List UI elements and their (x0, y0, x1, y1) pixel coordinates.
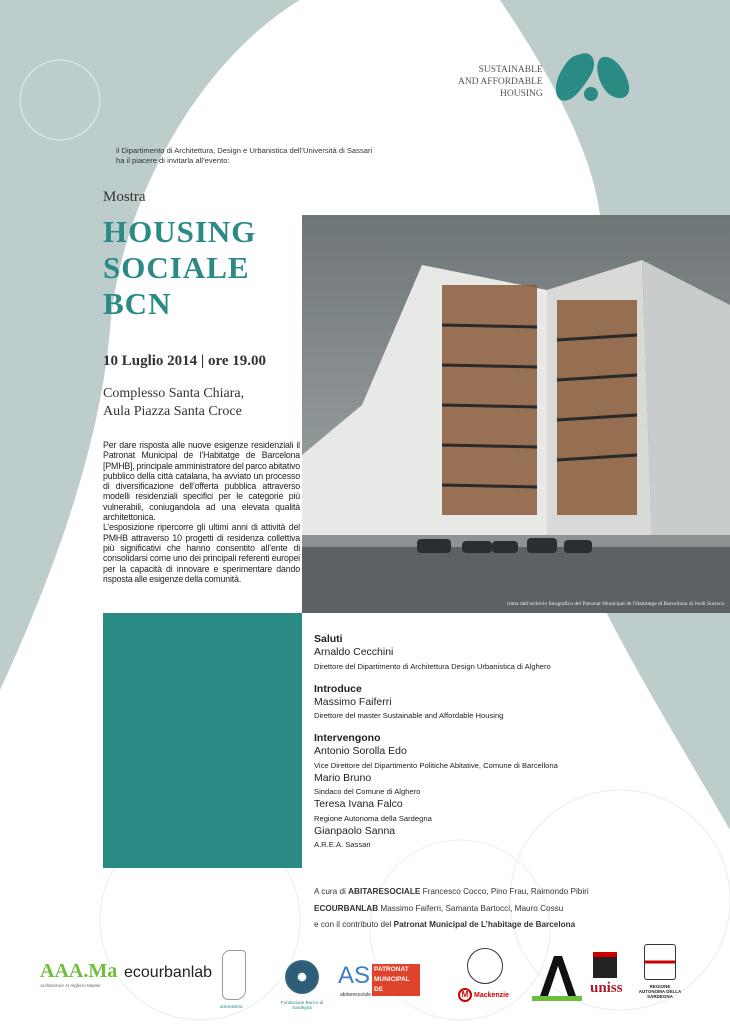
regione-emblem (644, 944, 676, 980)
invitation-intro: il Dipartimento di Architettura, Design e Urbanistica dell’Università di Sassari ha il piacere di invitarla all’evento: (116, 146, 373, 165)
university-seal (467, 948, 503, 984)
speaker-role: Vice Direttore del Dipartimento Politiche Abitative, Comune di Barcellona (314, 760, 558, 770)
speaker-name: Gianpaolo Sanna (314, 824, 396, 837)
a-logo (532, 952, 582, 1002)
event-date: 10 Luglio 2014 | ore 19.00 (103, 353, 267, 369)
fondazione-emblem (285, 960, 319, 994)
teal-block (103, 613, 302, 868)
artemastria-figure (222, 950, 246, 1000)
speaker-name: Mario Bruno (314, 771, 372, 784)
heading-introduce: Introduce (314, 682, 362, 695)
speaker-name: Arnaldo Cecchini (314, 646, 394, 658)
as-logo: AS (338, 962, 371, 989)
heading-intervengono: Intervengono (314, 732, 381, 744)
speaker-name: Antonio Sorolla Edo (314, 745, 407, 757)
event-kind: Mostra (103, 189, 146, 205)
ecourbanlab-logo: ecourbanlab (124, 964, 213, 981)
housing-master-logo-icon (553, 50, 633, 106)
patronat-logo: PATRONAT MUNICIPAL DE L'HABITATGE (372, 964, 420, 996)
speaker-role: Regione Autonoma della Sardegna (314, 813, 432, 823)
event-place: Complesso Santa Chiara, Aula Piazza Santa Croce (103, 386, 245, 419)
photo-caption: tratta dall'archivio fotografico del Patronat Municipal de l'Habitatge di Barcellona di Jordi Surroca (507, 601, 724, 607)
event-description: Per dare risposta alle nuove esigenze residenziali il Patronat Municipal de l’Habitatge de Barcelona [PMHB], principale amministratore del parco abitativo pubblico della città catalana, ha avviato un processo di diversificazione dell’offerta pubblica attraverso modelli residenziali specifici per le categorie più vulnerabili, coniugandola ad una elevata qualità architettonica. L’esposizione ripercorre gli ultimi anni di attività del PMHB attraverso 10 progetti di residenza collettiva più significativi che hanno consentito all’ente di consolidarsi come uno dei principali referenti europei per la capacità di innovare e sperimentare dando risposta alle esigenze della comunità. (103, 440, 300, 584)
speaker-role: Direttore del Dipartimento di Architettura Design Urbanistica di Alghero (314, 661, 551, 671)
sponsor-logos (0, 940, 730, 1020)
speaker-role: Direttore del master Sustainable and Affordable Housing (314, 711, 504, 720)
heading-saluti: Saluti (314, 633, 343, 645)
building-photo (302, 215, 730, 613)
housing-master-logo-text: SUSTAINABLE AND AFFORDABLE HOUSING (458, 65, 543, 99)
fondazione-logo: Fondazione Banco di Sardegna (280, 1000, 324, 1010)
regione-logo: REGIONE AUTONOMA DELLA SARDEGNA (638, 984, 682, 999)
speaker-name: Massimo Faiferri (314, 695, 392, 708)
speaker-role: A.R.E.A. Sassari (314, 840, 371, 849)
speaker-role: Sindaco del Comune di Alghero (314, 787, 421, 796)
aaama-logo: AAA.Ma Architecture At Alghero Master (40, 960, 118, 988)
speaker-name: Teresa Ivana Falco (314, 798, 403, 810)
event-title: HOUSING SOCIALE BCN (103, 214, 257, 321)
uniss-logo: uniss (590, 980, 623, 996)
mackenzie-logo: M Mackenzie (458, 988, 509, 1002)
uniss-emblem (593, 952, 617, 978)
program (314, 633, 714, 851)
artemastria-logo: artemastria (220, 1004, 243, 1009)
credits: A cura di ABITARESOCIALE Francesco Cocco, Pino Frau, Raimondo Pibiri ECOURBANLAB Massimo Faiferri, Samanta Bartocci, Mauro Cossu e con il contributo del Patronat Municipal de L’habitage de Barcelona (314, 887, 589, 929)
as-sub: abitaresociale (340, 992, 371, 998)
